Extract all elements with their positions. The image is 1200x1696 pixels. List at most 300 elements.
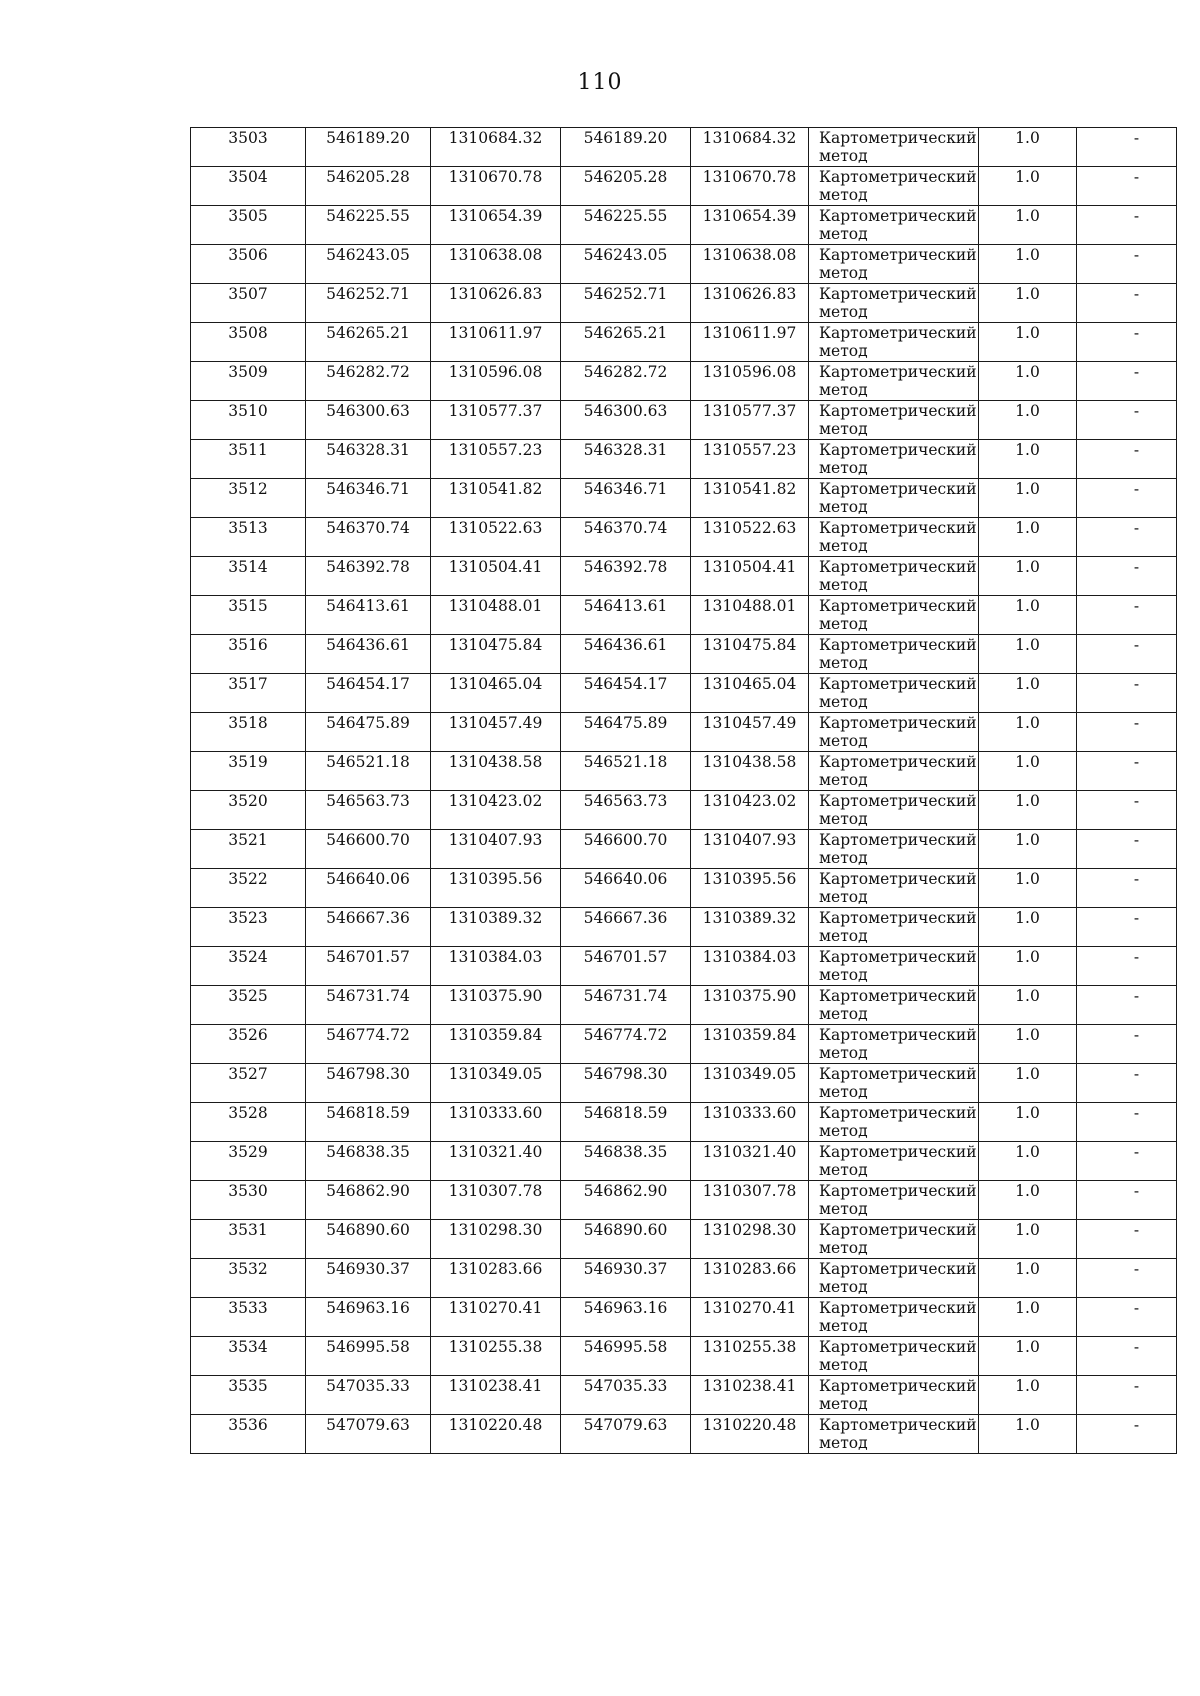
- y-coordinate-cell: 1310238.41: [691, 1376, 809, 1415]
- table-row: [191, 518, 1177, 557]
- method-line-2: метод: [819, 186, 868, 204]
- table-row: [191, 596, 1177, 635]
- x-coordinate-cell: 546252.71: [561, 284, 691, 323]
- point-number-cell: 3522: [191, 869, 306, 908]
- method-line-2: метод: [819, 1044, 868, 1062]
- coordinates-table: [190, 127, 1177, 1454]
- method-line-2: метод: [819, 1005, 868, 1023]
- y-coordinate-cell: 1310522.63: [691, 518, 809, 557]
- method-line-1: Картометрический: [819, 831, 977, 849]
- method-line-2: метод: [819, 459, 868, 477]
- accuracy-cell: 1.0: [979, 635, 1077, 674]
- accuracy-cell: 1.0: [979, 518, 1077, 557]
- y-coordinate-cell: 1310438.58: [431, 752, 561, 791]
- method-line-2: метод: [819, 1161, 868, 1179]
- method-line-2: метод: [819, 498, 868, 516]
- table-row: [191, 908, 1177, 947]
- note-cell: -: [1077, 362, 1177, 401]
- note-cell: -: [1077, 635, 1177, 674]
- method-cell: [809, 206, 979, 245]
- point-number-cell: 3531: [191, 1220, 306, 1259]
- x-coordinate-cell: 546640.06: [561, 869, 691, 908]
- method-cell: [809, 674, 979, 713]
- method-cell: [809, 1337, 979, 1376]
- x-coordinate-cell: 546413.61: [561, 596, 691, 635]
- method-line-1: Картометрический: [819, 948, 977, 966]
- table-row: [191, 752, 1177, 791]
- x-coordinate-cell: 546930.37: [561, 1259, 691, 1298]
- note-cell: -: [1077, 1142, 1177, 1181]
- method-cell: [809, 791, 979, 830]
- x-coordinate-cell: 546475.89: [561, 713, 691, 752]
- y-coordinate-cell: 1310407.93: [691, 830, 809, 869]
- table-row: [191, 1376, 1177, 1415]
- method-cell: [809, 635, 979, 674]
- y-coordinate-cell: 1310504.41: [691, 557, 809, 596]
- y-coordinate-cell: 1310349.05: [431, 1064, 561, 1103]
- accuracy-cell: 1.0: [979, 167, 1077, 206]
- note-cell: -: [1077, 1298, 1177, 1337]
- y-coordinate-cell: 1310389.32: [691, 908, 809, 947]
- x-coordinate-cell: 546862.90: [306, 1181, 431, 1220]
- accuracy-cell: 1.0: [979, 1142, 1077, 1181]
- table-row: [191, 713, 1177, 752]
- table-row: [191, 128, 1177, 167]
- method-line-1: Картометрический: [819, 402, 977, 420]
- point-number-cell: 3527: [191, 1064, 306, 1103]
- y-coordinate-cell: 1310307.78: [431, 1181, 561, 1220]
- x-coordinate-cell: 546862.90: [561, 1181, 691, 1220]
- table-row: [191, 1220, 1177, 1259]
- y-coordinate-cell: 1310626.83: [691, 284, 809, 323]
- table-row: [191, 1415, 1177, 1454]
- method-line-2: метод: [819, 771, 868, 789]
- point-number-cell: 3528: [191, 1103, 306, 1142]
- table-row: [191, 1259, 1177, 1298]
- accuracy-cell: 1.0: [979, 128, 1077, 167]
- point-number-cell: 3513: [191, 518, 306, 557]
- x-coordinate-cell: 546818.59: [306, 1103, 431, 1142]
- y-coordinate-cell: 1310389.32: [431, 908, 561, 947]
- method-line-1: Картометрический: [819, 285, 977, 303]
- note-cell: -: [1077, 1181, 1177, 1220]
- method-line-2: метод: [819, 225, 868, 243]
- x-coordinate-cell: 547035.33: [561, 1376, 691, 1415]
- table-row: [191, 1142, 1177, 1181]
- method-line-1: Картометрический: [819, 480, 977, 498]
- x-coordinate-cell: 546963.16: [561, 1298, 691, 1337]
- accuracy-cell: 1.0: [979, 401, 1077, 440]
- method-line-2: метод: [819, 420, 868, 438]
- accuracy-cell: 1.0: [979, 1220, 1077, 1259]
- x-coordinate-cell: 546563.73: [306, 791, 431, 830]
- method-line-1: Картометрический: [819, 1377, 977, 1395]
- x-coordinate-cell: 546798.30: [561, 1064, 691, 1103]
- note-cell: -: [1077, 986, 1177, 1025]
- method-line-1: Картометрический: [819, 753, 977, 771]
- method-cell: [809, 947, 979, 986]
- note-cell: -: [1077, 713, 1177, 752]
- method-line-2: метод: [819, 654, 868, 672]
- y-coordinate-cell: 1310270.41: [431, 1298, 561, 1337]
- y-coordinate-cell: 1310557.23: [431, 440, 561, 479]
- method-line-2: метод: [819, 849, 868, 867]
- method-line-1: Картометрический: [819, 1299, 977, 1317]
- method-line-1: Картометрический: [819, 129, 977, 147]
- method-cell: [809, 1064, 979, 1103]
- method-cell: [809, 518, 979, 557]
- x-coordinate-cell: 546475.89: [306, 713, 431, 752]
- point-number-cell: 3503: [191, 128, 306, 167]
- x-coordinate-cell: 546370.74: [561, 518, 691, 557]
- accuracy-cell: 1.0: [979, 986, 1077, 1025]
- x-coordinate-cell: 547079.63: [306, 1415, 431, 1454]
- x-coordinate-cell: 546818.59: [561, 1103, 691, 1142]
- note-cell: -: [1077, 674, 1177, 713]
- y-coordinate-cell: 1310407.93: [431, 830, 561, 869]
- point-number-cell: 3509: [191, 362, 306, 401]
- x-coordinate-cell: 546300.63: [561, 401, 691, 440]
- method-cell: [809, 401, 979, 440]
- method-line-2: метод: [819, 1395, 868, 1413]
- accuracy-cell: 1.0: [979, 1181, 1077, 1220]
- y-coordinate-cell: 1310611.97: [431, 323, 561, 362]
- x-coordinate-cell: 546774.72: [561, 1025, 691, 1064]
- method-line-1: Картометрический: [819, 1026, 977, 1044]
- method-cell: [809, 245, 979, 284]
- method-cell: [809, 986, 979, 1025]
- method-line-1: Картометрический: [819, 870, 977, 888]
- method-line-2: метод: [819, 732, 868, 750]
- x-coordinate-cell: 546995.58: [561, 1337, 691, 1376]
- method-line-1: Картометрический: [819, 1260, 977, 1278]
- accuracy-cell: 1.0: [979, 713, 1077, 752]
- method-line-1: Картометрический: [819, 1104, 977, 1122]
- x-coordinate-cell: 546392.78: [306, 557, 431, 596]
- method-line-1: Картометрический: [819, 597, 977, 615]
- y-coordinate-cell: 1310557.23: [691, 440, 809, 479]
- method-cell: [809, 284, 979, 323]
- table-row: [191, 245, 1177, 284]
- method-line-1: Картометрический: [819, 792, 977, 810]
- accuracy-cell: 1.0: [979, 869, 1077, 908]
- x-coordinate-cell: 546265.21: [561, 323, 691, 362]
- table-row: [191, 401, 1177, 440]
- table-row: [191, 284, 1177, 323]
- method-cell: [809, 908, 979, 947]
- table-row: [191, 1025, 1177, 1064]
- point-number-cell: 3534: [191, 1337, 306, 1376]
- table-row: [191, 362, 1177, 401]
- method-cell: [809, 830, 979, 869]
- y-coordinate-cell: 1310220.48: [691, 1415, 809, 1454]
- accuracy-cell: 1.0: [979, 1103, 1077, 1142]
- method-line-2: метод: [819, 537, 868, 555]
- point-number-cell: 3533: [191, 1298, 306, 1337]
- method-line-2: метод: [819, 888, 868, 906]
- x-coordinate-cell: 546252.71: [306, 284, 431, 323]
- x-coordinate-cell: 546282.72: [561, 362, 691, 401]
- x-coordinate-cell: 546731.74: [561, 986, 691, 1025]
- x-coordinate-cell: 546189.20: [561, 128, 691, 167]
- method-line-1: Картометрический: [819, 441, 977, 459]
- method-line-1: Картометрический: [819, 909, 977, 927]
- y-coordinate-cell: 1310475.84: [691, 635, 809, 674]
- x-coordinate-cell: 546731.74: [306, 986, 431, 1025]
- y-coordinate-cell: 1310457.49: [431, 713, 561, 752]
- y-coordinate-cell: 1310488.01: [691, 596, 809, 635]
- accuracy-cell: 1.0: [979, 323, 1077, 362]
- note-cell: -: [1077, 1103, 1177, 1142]
- y-coordinate-cell: 1310307.78: [691, 1181, 809, 1220]
- x-coordinate-cell: 546521.18: [561, 752, 691, 791]
- x-coordinate-cell: 546798.30: [306, 1064, 431, 1103]
- method-line-2: метод: [819, 1278, 868, 1296]
- y-coordinate-cell: 1310541.82: [431, 479, 561, 518]
- method-line-1: Картометрический: [819, 363, 977, 381]
- point-number-cell: 3521: [191, 830, 306, 869]
- point-number-cell: 3517: [191, 674, 306, 713]
- table-row: [191, 674, 1177, 713]
- y-coordinate-cell: 1310638.08: [431, 245, 561, 284]
- x-coordinate-cell: 546701.57: [561, 947, 691, 986]
- point-number-cell: 3505: [191, 206, 306, 245]
- method-line-1: Картометрический: [819, 1416, 977, 1434]
- y-coordinate-cell: 1310298.30: [431, 1220, 561, 1259]
- point-number-cell: 3526: [191, 1025, 306, 1064]
- note-cell: -: [1077, 1064, 1177, 1103]
- method-cell: [809, 1220, 979, 1259]
- y-coordinate-cell: 1310395.56: [691, 869, 809, 908]
- x-coordinate-cell: 546243.05: [561, 245, 691, 284]
- y-coordinate-cell: 1310504.41: [431, 557, 561, 596]
- point-number-cell: 3511: [191, 440, 306, 479]
- note-cell: -: [1077, 128, 1177, 167]
- method-line-1: Картометрический: [819, 675, 977, 693]
- x-coordinate-cell: 546346.71: [561, 479, 691, 518]
- y-coordinate-cell: 1310321.40: [431, 1142, 561, 1181]
- table-row: [191, 323, 1177, 362]
- y-coordinate-cell: 1310684.32: [691, 128, 809, 167]
- accuracy-cell: 1.0: [979, 557, 1077, 596]
- point-number-cell: 3506: [191, 245, 306, 284]
- method-line-2: метод: [819, 342, 868, 360]
- y-coordinate-cell: 1310270.41: [691, 1298, 809, 1337]
- x-coordinate-cell: 546370.74: [306, 518, 431, 557]
- y-coordinate-cell: 1310283.66: [691, 1259, 809, 1298]
- y-coordinate-cell: 1310333.60: [431, 1103, 561, 1142]
- method-cell: [809, 1415, 979, 1454]
- x-coordinate-cell: 546890.60: [561, 1220, 691, 1259]
- x-coordinate-cell: 546225.55: [306, 206, 431, 245]
- method-line-2: метод: [819, 1239, 868, 1257]
- y-coordinate-cell: 1310384.03: [431, 947, 561, 986]
- point-number-cell: 3523: [191, 908, 306, 947]
- accuracy-cell: 1.0: [979, 245, 1077, 284]
- x-coordinate-cell: 546563.73: [561, 791, 691, 830]
- method-line-2: метод: [819, 1122, 868, 1140]
- x-coordinate-cell: 547079.63: [561, 1415, 691, 1454]
- y-coordinate-cell: 1310654.39: [691, 206, 809, 245]
- method-cell: [809, 557, 979, 596]
- method-line-2: метод: [819, 966, 868, 984]
- note-cell: -: [1077, 791, 1177, 830]
- table-row: [191, 167, 1177, 206]
- y-coordinate-cell: 1310654.39: [431, 206, 561, 245]
- table-row: [191, 1298, 1177, 1337]
- method-line-2: метод: [819, 1083, 868, 1101]
- x-coordinate-cell: 546963.16: [306, 1298, 431, 1337]
- y-coordinate-cell: 1310283.66: [431, 1259, 561, 1298]
- method-line-2: метод: [819, 1200, 868, 1218]
- method-cell: [809, 1025, 979, 1064]
- note-cell: -: [1077, 596, 1177, 635]
- x-coordinate-cell: 546701.57: [306, 947, 431, 986]
- y-coordinate-cell: 1310321.40: [691, 1142, 809, 1181]
- accuracy-cell: 1.0: [979, 362, 1077, 401]
- method-line-2: метод: [819, 264, 868, 282]
- x-coordinate-cell: 546189.20: [306, 128, 431, 167]
- y-coordinate-cell: 1310638.08: [691, 245, 809, 284]
- method-cell: [809, 128, 979, 167]
- note-cell: -: [1077, 908, 1177, 947]
- method-line-2: метод: [819, 576, 868, 594]
- point-number-cell: 3520: [191, 791, 306, 830]
- note-cell: -: [1077, 440, 1177, 479]
- y-coordinate-cell: 1310375.90: [431, 986, 561, 1025]
- note-cell: -: [1077, 167, 1177, 206]
- method-line-1: Картометрический: [819, 1065, 977, 1083]
- point-number-cell: 3518: [191, 713, 306, 752]
- method-line-1: Картометрический: [819, 636, 977, 654]
- x-coordinate-cell: 546436.61: [561, 635, 691, 674]
- y-coordinate-cell: 1310465.04: [691, 674, 809, 713]
- x-coordinate-cell: 546205.28: [306, 167, 431, 206]
- point-number-cell: 3532: [191, 1259, 306, 1298]
- note-cell: -: [1077, 1376, 1177, 1415]
- method-line-2: метод: [819, 1356, 868, 1374]
- table-row: [191, 206, 1177, 245]
- y-coordinate-cell: 1310457.49: [691, 713, 809, 752]
- point-number-cell: 3535: [191, 1376, 306, 1415]
- method-line-1: Картометрический: [819, 519, 977, 537]
- note-cell: -: [1077, 284, 1177, 323]
- x-coordinate-cell: 546890.60: [306, 1220, 431, 1259]
- point-number-cell: 3525: [191, 986, 306, 1025]
- y-coordinate-cell: 1310475.84: [431, 635, 561, 674]
- accuracy-cell: 1.0: [979, 1259, 1077, 1298]
- table-body: [191, 128, 1177, 1454]
- method-line-1: Картометрический: [819, 987, 977, 1005]
- y-coordinate-cell: 1310684.32: [431, 128, 561, 167]
- accuracy-cell: 1.0: [979, 1064, 1077, 1103]
- page-number: 110: [577, 70, 623, 95]
- y-coordinate-cell: 1310596.08: [431, 362, 561, 401]
- table-row: [191, 557, 1177, 596]
- point-number-cell: 3512: [191, 479, 306, 518]
- y-coordinate-cell: 1310522.63: [431, 518, 561, 557]
- y-coordinate-cell: 1310255.38: [431, 1337, 561, 1376]
- x-coordinate-cell: 546995.58: [306, 1337, 431, 1376]
- method-line-2: метод: [819, 381, 868, 399]
- x-coordinate-cell: 546328.31: [561, 440, 691, 479]
- method-cell: [809, 752, 979, 791]
- note-cell: -: [1077, 518, 1177, 557]
- note-cell: -: [1077, 1259, 1177, 1298]
- x-coordinate-cell: 546454.17: [561, 674, 691, 713]
- method-line-1: Картометрический: [819, 246, 977, 264]
- y-coordinate-cell: 1310255.38: [691, 1337, 809, 1376]
- method-line-2: метод: [819, 1317, 868, 1335]
- method-cell: [809, 1259, 979, 1298]
- x-coordinate-cell: 546838.35: [306, 1142, 431, 1181]
- x-coordinate-cell: 546930.37: [306, 1259, 431, 1298]
- method-cell: [809, 323, 979, 362]
- y-coordinate-cell: 1310375.90: [691, 986, 809, 1025]
- point-number-cell: 3530: [191, 1181, 306, 1220]
- x-coordinate-cell: 546282.72: [306, 362, 431, 401]
- x-coordinate-cell: 546328.31: [306, 440, 431, 479]
- point-number-cell: 3514: [191, 557, 306, 596]
- table-row: [191, 1103, 1177, 1142]
- accuracy-cell: 1.0: [979, 752, 1077, 791]
- x-coordinate-cell: 546300.63: [306, 401, 431, 440]
- note-cell: -: [1077, 245, 1177, 284]
- method-line-1: Картометрический: [819, 558, 977, 576]
- note-cell: -: [1077, 752, 1177, 791]
- y-coordinate-cell: 1310541.82: [691, 479, 809, 518]
- y-coordinate-cell: 1310465.04: [431, 674, 561, 713]
- x-coordinate-cell: 546392.78: [561, 557, 691, 596]
- table-row: [191, 1337, 1177, 1376]
- note-cell: -: [1077, 1025, 1177, 1064]
- y-coordinate-cell: 1310238.41: [431, 1376, 561, 1415]
- y-coordinate-cell: 1310423.02: [431, 791, 561, 830]
- accuracy-cell: 1.0: [979, 440, 1077, 479]
- y-coordinate-cell: 1310611.97: [691, 323, 809, 362]
- table-row: [191, 479, 1177, 518]
- table-row: [191, 1064, 1177, 1103]
- method-cell: [809, 869, 979, 908]
- accuracy-cell: 1.0: [979, 908, 1077, 947]
- method-line-2: метод: [819, 693, 868, 711]
- note-cell: -: [1077, 830, 1177, 869]
- accuracy-cell: 1.0: [979, 947, 1077, 986]
- method-line-1: Картометрический: [819, 714, 977, 732]
- accuracy-cell: 1.0: [979, 1025, 1077, 1064]
- point-number-cell: 3515: [191, 596, 306, 635]
- method-line-2: метод: [819, 147, 868, 165]
- method-line-1: Картометрический: [819, 1143, 977, 1161]
- accuracy-cell: 1.0: [979, 830, 1077, 869]
- method-line-1: Картометрический: [819, 207, 977, 225]
- note-cell: -: [1077, 323, 1177, 362]
- accuracy-cell: 1.0: [979, 791, 1077, 830]
- x-coordinate-cell: 546205.28: [561, 167, 691, 206]
- method-line-2: метод: [819, 1434, 868, 1452]
- y-coordinate-cell: 1310577.37: [691, 401, 809, 440]
- table-row: [191, 635, 1177, 674]
- x-coordinate-cell: 546640.06: [306, 869, 431, 908]
- accuracy-cell: 1.0: [979, 674, 1077, 713]
- y-coordinate-cell: 1310298.30: [691, 1220, 809, 1259]
- point-number-cell: 3507: [191, 284, 306, 323]
- x-coordinate-cell: 546667.36: [306, 908, 431, 947]
- method-cell: [809, 479, 979, 518]
- method-cell: [809, 1142, 979, 1181]
- table-row: [191, 947, 1177, 986]
- x-coordinate-cell: 546667.36: [561, 908, 691, 947]
